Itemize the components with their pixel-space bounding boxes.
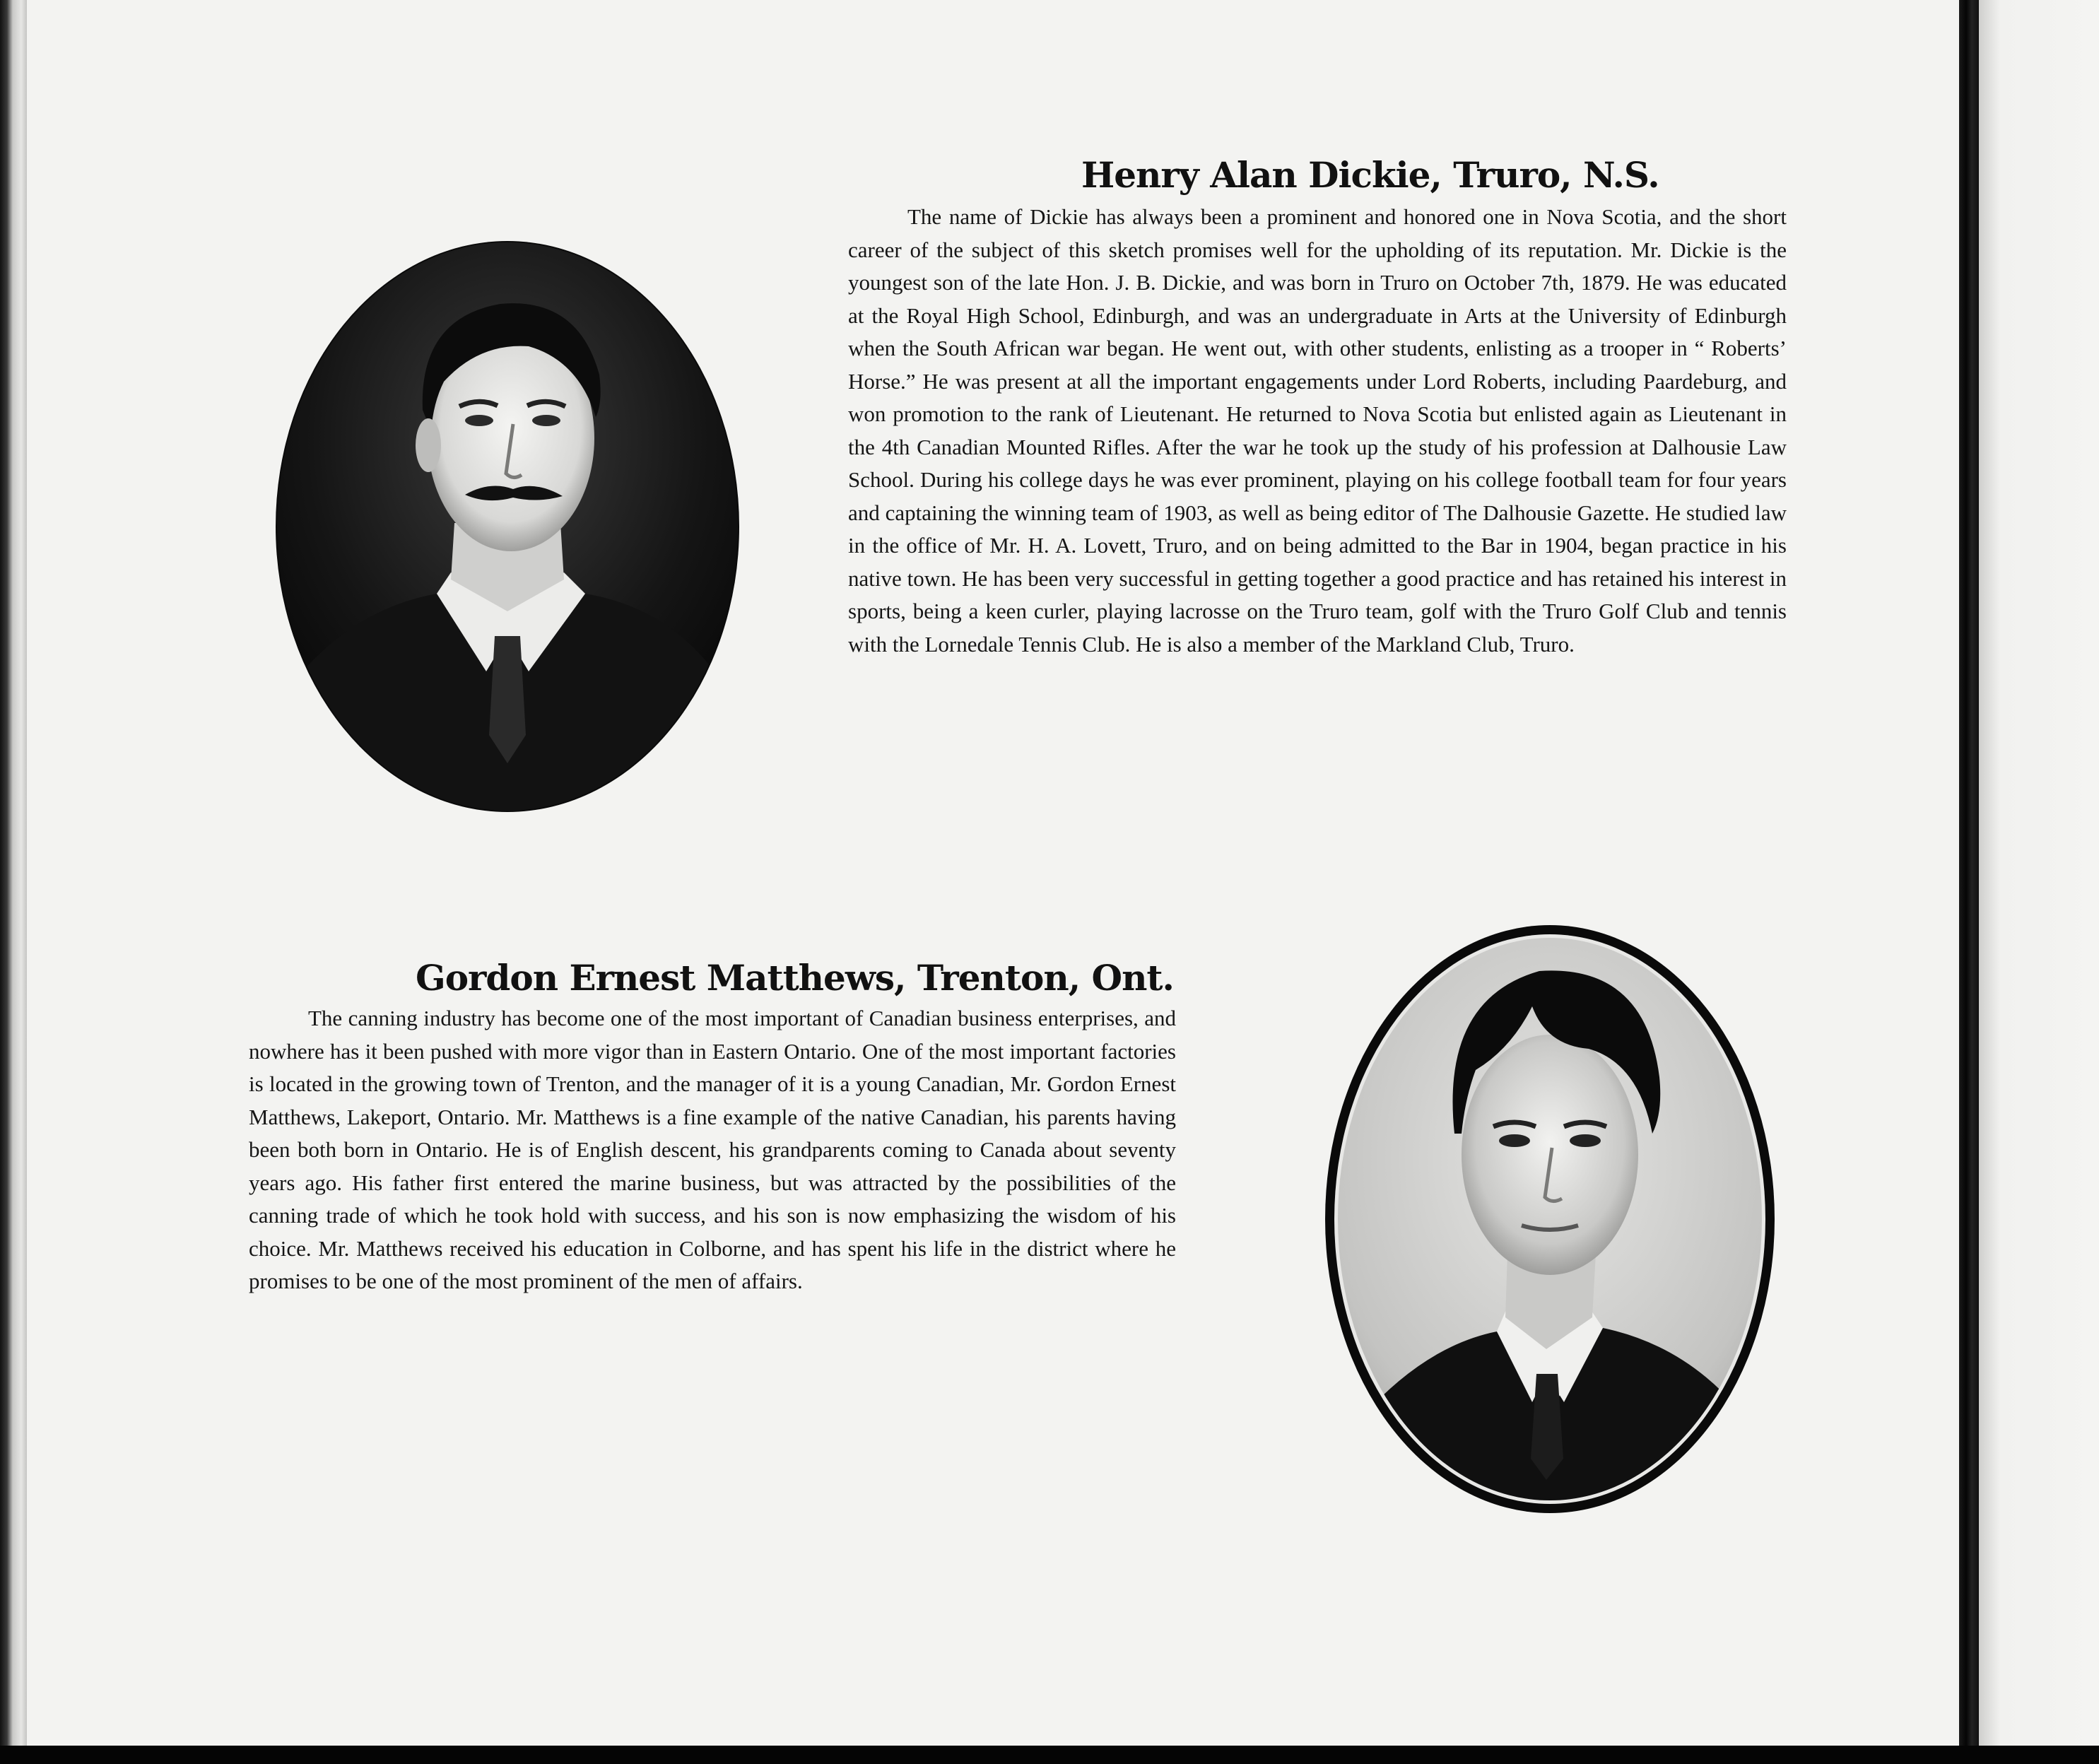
heading-henry-alan-dickie: Henry Alan Dickie, Truro, N.S.: [1081, 154, 1659, 196]
biography-paragraph: The canning industry has become one of the most important of Canadian business enterprises, and nowhere has it been pushed with more vigor than in Eastern Ontario. One of the most important factories is located in the growing town of Trenton, and the manager of it is a young Canadian, Mr. Gordon Ernest Matthews, Lakeport, Ontario. Mr. Matthews is a fine example of the native Canadian, his parents having been both born in Ontario. He is of English descent, his grandparents coming to Canada about seventy years ago. His father first entered the marine business, but was attracted by the possibilities of the canning trade of which he took hold with success, and his son is now emphasizing the wisdom of his choice. Mr. Matthews received his education in Colborne, and has spent his life in the district where he promises to be one of the most prominent of the men of affairs.: [249, 1006, 1176, 1293]
biography-henry-alan-dickie: [848, 201, 1787, 661]
heading-gordon-ernest-matthews: Gordon Ernest Matthews, Trenton, Ont.: [416, 957, 1174, 999]
portrait-henry-alan-dickie: [274, 240, 741, 813]
scan-bottom-edge: [0, 1746, 2099, 1764]
adjacent-page-edge: [1979, 0, 2099, 1764]
portrait-gordon-ernest-matthews: [1320, 922, 1780, 1517]
book-spine-shadow: [1959, 0, 1979, 1764]
biography-paragraph: The name of Dickie has always been a prominent and honored one in Nova Scotia, and the short career of the subject of this sketch promises well for the upholding of its reputation. Mr. Dickie is the youngest son of the late Hon. J. B. Dickie, and was born in Truro on October 7th, 1879. He was educated at the Royal High School, Edinburgh, and was an undergraduate in Arts at the University of Edinburgh when the South African war began. He went out, with other students, enlisting as a trooper in “ Roberts’ Horse.” He was present at all the important engagements under Lord Roberts, including Paardeburg, and won promotion to the rank of Lieutenant. He returned to Nova Scotia but enlisted again as Lieutenant in the 4th Canadian Mounted Rifles. After the war he took up the study of his profession at Dalhousie Law School. During his college days he was ever prominent, playing on his college football team for four years and captaining the winning team of 1903, as well as being editor of The Dalhousie Gazette. He studied law in the office of Mr. H. A. Lovett, Truro, and on being admitted to the Bar in 1904, began practice in his native town. He has been very successful in getting together a good practice and has retained his interest in sports, being a keen curler, playing lacrosse on the Truro team, golf with the Truro Golf Club and tennis with the Lornedale Tennis Club. He is also a member of the Markland Club, Truro.: [848, 204, 1787, 657]
biography-gordon-ernest-matthews: [249, 1002, 1176, 1298]
